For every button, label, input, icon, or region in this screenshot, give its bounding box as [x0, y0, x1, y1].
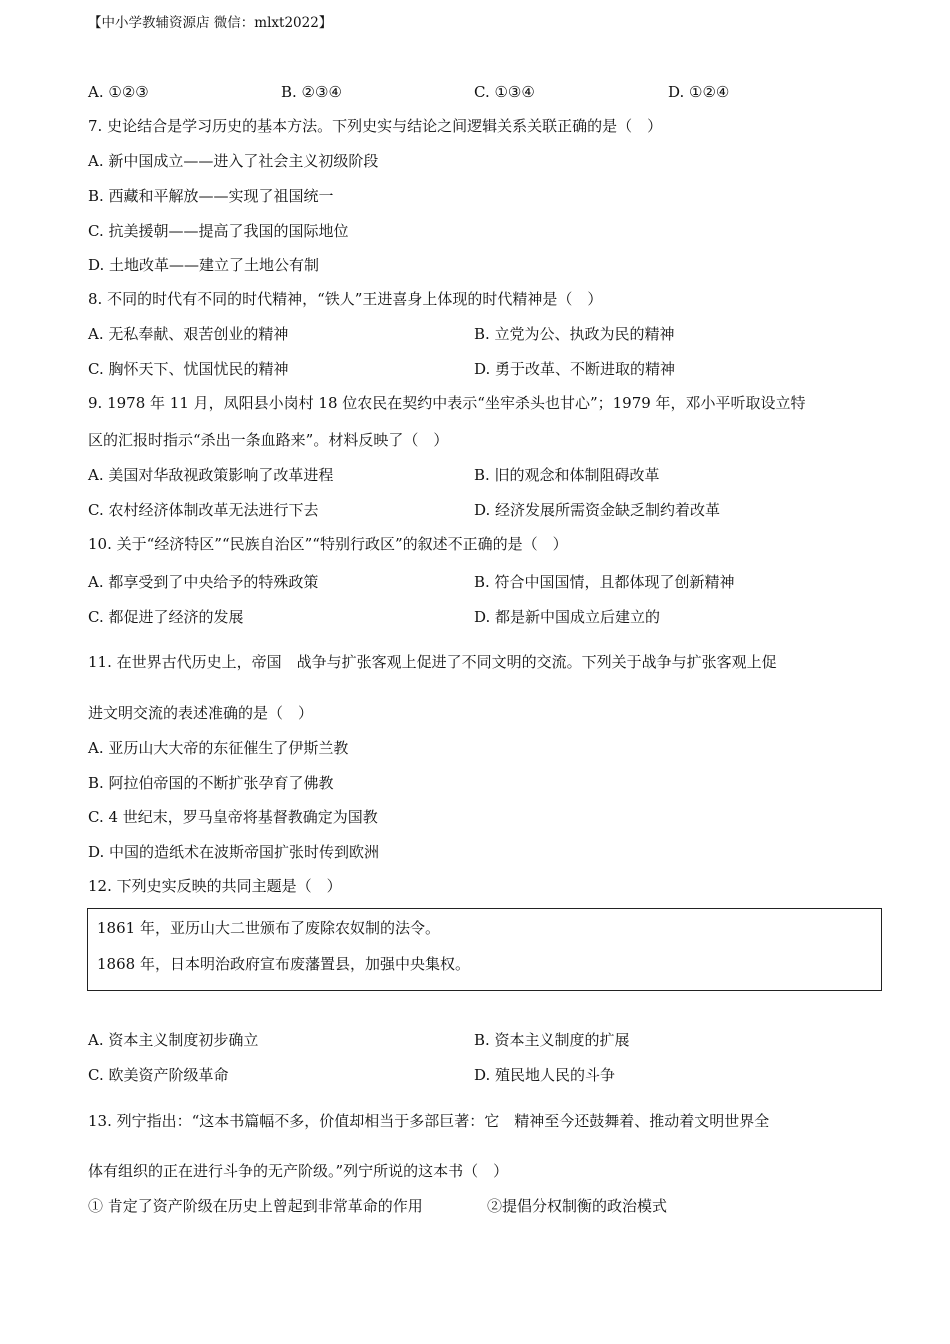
q9-stem-line2: 区的汇报时指示“杀出一条血路来”。材料反映了（ ） [88, 431, 449, 449]
q12-option-a: A. 资本主义制度初步确立 [88, 1031, 259, 1049]
q11-option-a: A. 亚历山大大帝的东征催生了伊斯兰教 [88, 739, 349, 757]
q9-option-d: D. 经济发展所需资金缺乏制约着改革 [474, 501, 721, 519]
q12-option-c: C. 欧美资产阶级革命 [88, 1066, 229, 1084]
q10-option-b: B. 符合中国国情，且都体现了创新精神 [474, 573, 735, 591]
q10-stem: 10. 关于“经济特区”“民族自治区”“特别行政区”的叙述不正确的是（ ） [88, 535, 568, 553]
q11-option-b: B. 阿拉伯帝国的不断扩张孕育了佛教 [88, 774, 334, 792]
q6-option-d: D. ①②④ [668, 83, 730, 101]
q8-option-d: D. 勇于改革、不断进取的精神 [474, 360, 676, 378]
q8-option-b: B. 立党为公、执政为民的精神 [474, 325, 675, 343]
q12-material-line1: 1861 年，亚历山大二世颁布了废除农奴制的法令。 [97, 919, 440, 937]
q6-option-b: B. ②③④ [281, 83, 342, 101]
q10-option-d: D. 都是新中国成立后建立的 [474, 608, 661, 626]
q12-material-line2: 1868 年，日本明治政府宣布废藩置县，加强中央集权。 [97, 955, 470, 973]
q10-option-c: C. 都促进了经济的发展 [88, 608, 244, 626]
q13-option-2: ②提倡分权制衡的政治模式 [487, 1197, 668, 1215]
q12-stem: 12. 下列史实反映的共同主题是（ ） [88, 877, 342, 895]
q13-stem-line1: 13. 列宁指出：“这本书篇幅不多，价值却相当于多部巨著：它 精神至今还鼓舞着、推动着文明世界全 [88, 1112, 770, 1130]
q11-stem-line1: 11. 在世界古代历史上，帝国 战争与扩张客观上促进了不同文明的交流。下列关于战争与扩张客观上促 [88, 653, 777, 671]
q9-option-c: C. 农村经济体制改革无法进行下去 [88, 501, 319, 519]
q7-option-d: D. 土地改革——建立了土地公有制 [88, 256, 320, 274]
q13-option-1: ① 肯定了资产阶级在历史上曾起到非常革命的作用 [88, 1197, 423, 1215]
page-header-watermark: 【中小学教辅资源店 微信：mlxt2022】 [88, 15, 333, 31]
q11-option-d: D. 中国的造纸术在波斯帝国扩张时传到欧洲 [88, 843, 380, 861]
q9-option-b: B. 旧的观念和体制阻碍改革 [474, 466, 660, 484]
q11-stem-line2: 进文明交流的表述准确的是（ ） [88, 704, 314, 722]
q6-option-a: A. ①②③ [88, 83, 149, 101]
q6-option-c: C. ①③④ [474, 83, 535, 101]
q9-stem-line1: 9. 1978 年 11 月，凤阳县小岗村 18 位农民在契约中表示“坐牢杀头也甘心”；1979 年，邓小平听取设立特 [88, 394, 806, 412]
q12-option-b: B. 资本主义制度的扩展 [474, 1031, 630, 1049]
q11-option-c: C. 4 世纪末，罗马皇帝将基督教确定为国教 [88, 808, 378, 826]
q7-stem: 7. 史论结合是学习历史的基本方法。下列史实与结论之间逻辑关系关联正确的是（ ） [88, 117, 663, 135]
q8-option-a: A. 无私奉献、艰苦创业的精神 [88, 325, 289, 343]
q7-option-b: B. 西藏和平解放——实现了祖国统一 [88, 187, 334, 205]
q10-option-a: A. 都享受到了中央给予的特殊政策 [88, 573, 319, 591]
q7-option-c: C. 抗美援朝——提高了我国的国际地位 [88, 222, 349, 240]
q7-option-a: A. 新中国成立——进入了社会主义初级阶段 [88, 152, 379, 170]
q8-stem: 8. 不同的时代有不同的时代精神，“铁人”王进喜身上体现的时代精神是（ ） [88, 290, 603, 308]
q13-stem-line2: 体有组织的正在进行斗争的无产阶级。”列宁所说的这本书（ ） [88, 1162, 509, 1180]
q9-option-a: A. 美国对华敌视政策影响了改革进程 [88, 466, 334, 484]
q8-option-c: C. 胸怀天下、忧国忧民的精神 [88, 360, 289, 378]
q12-option-d: D. 殖民地人民的斗争 [474, 1066, 616, 1084]
